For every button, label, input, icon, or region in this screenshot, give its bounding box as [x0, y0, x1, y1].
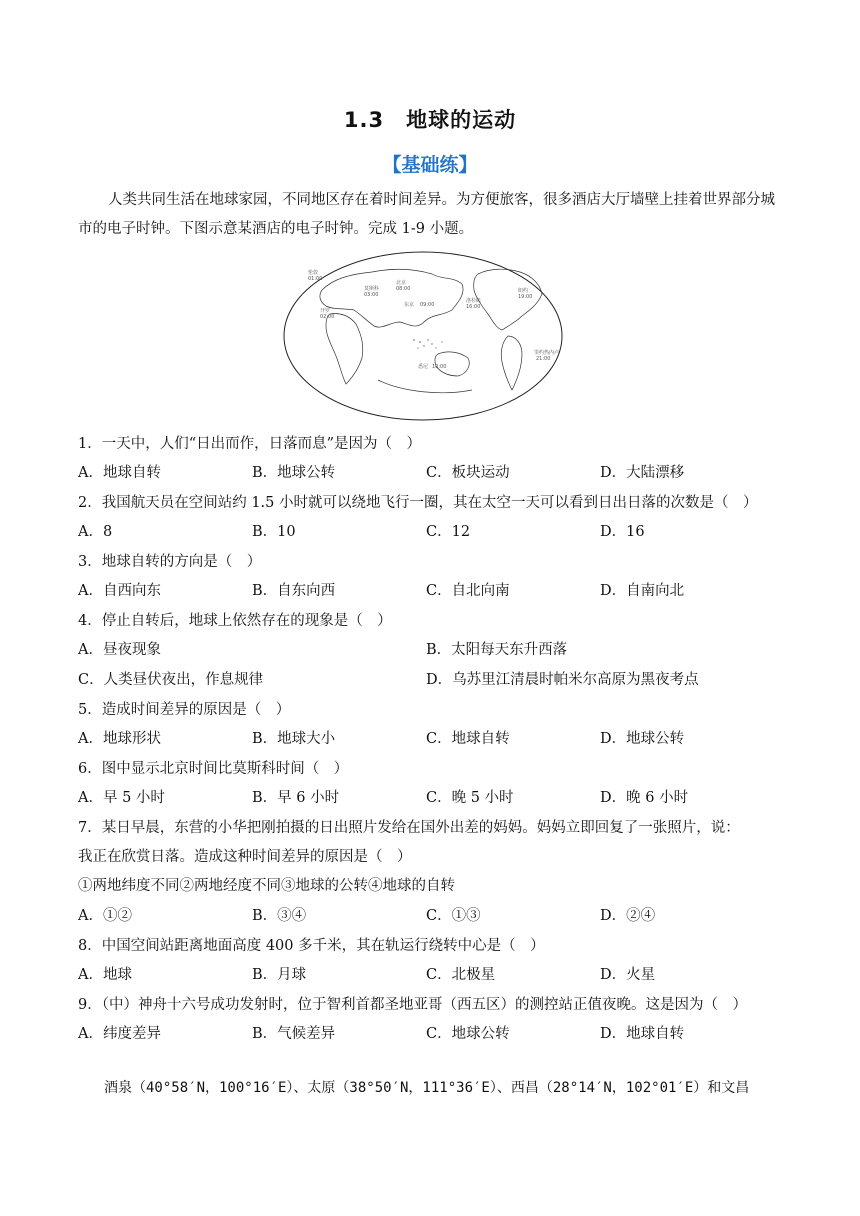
option: D．16: [600, 524, 645, 540]
question-7-statements: ①两地纬度不同②两地经度不同③地球的公转④地球的自转: [78, 878, 455, 894]
option: A．地球形状: [78, 731, 161, 747]
question-3: 3．地球自转的方向是（ ）: [78, 554, 262, 570]
question-7: 7．某日早晨，东营的小华把刚拍摄的日出照片发给在国外出差的妈妈。妈妈立即回复了一张照片，说：: [78, 820, 740, 836]
option: B．地球大小: [252, 731, 336, 747]
map-label-rio: 里约热内卢: [534, 350, 560, 356]
question-8: 8．中国空间站距离地面高度 400 多千米，其在轨运行绕转中心是（ ）: [78, 938, 545, 954]
option: B．10: [252, 524, 296, 540]
option: C．晚 5 小时: [426, 790, 514, 806]
question-6: 6．图中显示北京时间比莫斯科时间（ ）: [78, 761, 349, 777]
map-time-moscow: 03:00: [364, 292, 379, 298]
option: A．地球: [78, 967, 132, 983]
map-label-los-angeles: 洛杉矶: [466, 298, 482, 304]
world-clock-map: [282, 250, 564, 422]
map-time-sydney: 10:00: [432, 364, 447, 370]
option: C．板块运动: [426, 465, 510, 481]
footer-text: 酒泉（40°58′N，100°16′E）、太原（38°50′N，111°36′E）、西昌（28°14′N，102°01′E）和文昌: [104, 1080, 750, 1096]
question-2: 2．我国航天员在空间站约 1.5 小时就可以绕地飞行一圈，其在太空一天可以看到日出日落的次数是（ ）: [78, 495, 758, 511]
map-time-los-angeles: 16:00: [466, 304, 481, 310]
option: D．地球自转: [600, 1026, 685, 1042]
option: C．地球公转: [426, 1026, 510, 1042]
map-time-new-york: 19:00: [518, 294, 533, 300]
option: C．自北向南: [426, 583, 510, 599]
question-4: 4．停止自转后，地球上依然存在的现象是（ ）: [78, 613, 392, 629]
map-time-rio: 21:00: [536, 356, 551, 362]
option: B．自东向西: [252, 583, 336, 599]
option: D．大陆漂移: [600, 465, 685, 481]
map-time-london: 01:00: [308, 276, 323, 282]
option: D．地球公转: [600, 731, 685, 747]
option: B．太阳每天东升西落: [426, 642, 568, 658]
map-label-moscow: 莫斯科: [364, 286, 380, 292]
option: C．12: [426, 524, 471, 540]
option: D．自南向北: [600, 583, 685, 599]
option: B．气候差异: [252, 1026, 336, 1042]
map-time-tokyo: 09:00: [420, 302, 435, 308]
question-1: 1．一天中，人们“日出而作，日落而息”是因为（ ）: [78, 436, 422, 452]
question-7-continued: 我正在欣赏日落。造成这种时间差异的原因是（ ）: [78, 849, 412, 865]
option: C．北极星: [426, 967, 496, 983]
option: C．人类昼伏夜出，作息规律: [78, 672, 264, 688]
option: C．地球自转: [426, 731, 510, 747]
option: A．昼夜现象: [78, 642, 161, 658]
map-label-london: 伦敦: [308, 270, 319, 276]
map-label-tokyo: 东京: [404, 302, 415, 308]
option: A．早 5 小时: [78, 790, 165, 806]
option: B．地球公转: [252, 465, 336, 481]
option: A．自西向东: [78, 583, 161, 599]
map-label-sydney: 悉尼: [418, 364, 429, 370]
option: A．纬度差异: [78, 1026, 161, 1042]
map-time-beijing: 08:00: [396, 286, 411, 292]
option: A．①②: [78, 908, 132, 924]
option: B．月球: [252, 967, 307, 983]
option: B．③④: [252, 908, 307, 924]
section-heading: 【基础练】: [382, 154, 478, 176]
intro-paragraph: 人类共同生活在地球家园，不同地区存在着时间差异。为方便旅客，很多酒店大厅墙壁上挂着世界部分城市的电子时钟。下图示意某酒店的电子时钟。完成 1-9 小题。: [78, 192, 775, 237]
option: A．8: [78, 524, 113, 540]
option: D．火星: [600, 967, 656, 983]
option: D．晚 6 小时: [600, 790, 689, 806]
option: C．①③: [426, 908, 481, 924]
option: D．乌苏里江清晨时帕米尔高原为黑夜考点: [426, 672, 699, 688]
map-label-cairo: 开罗: [320, 308, 331, 314]
map-label-beijing: 北京: [396, 280, 407, 286]
question-5: 5．造成时间差异的原因是（ ）: [78, 702, 291, 718]
option: D．②④: [600, 908, 656, 924]
option: A．地球自转: [78, 465, 161, 481]
page-title: 1.3 地球的运动: [343, 108, 517, 132]
map-label-new-york: 纽约: [518, 288, 529, 294]
map-time-cairo: 02:00: [320, 314, 335, 320]
question-9: 9．（中）神舟十六号成功发射时，位于智利首都圣地亚哥（西五区）的测控站正值夜晚。这是因为（ ）: [78, 997, 747, 1013]
option: B．早 6 小时: [252, 790, 340, 806]
